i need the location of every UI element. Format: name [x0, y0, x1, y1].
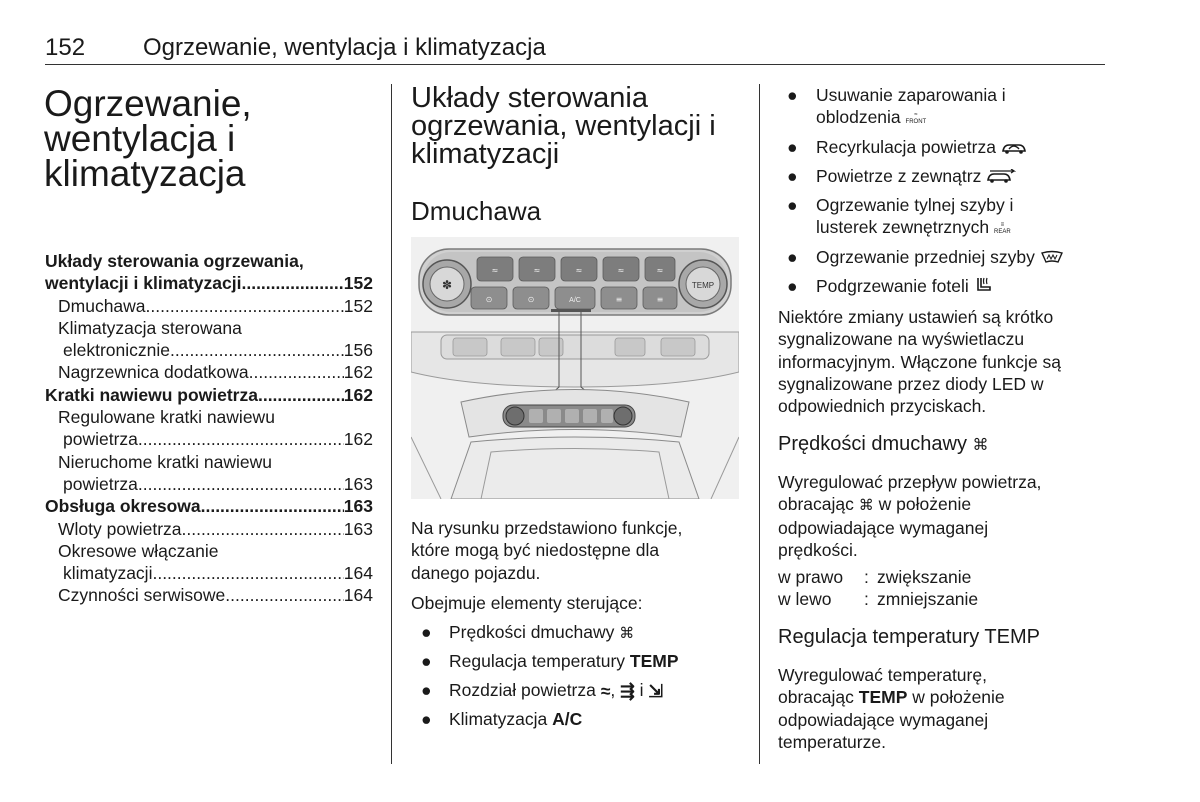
text-line: Ogrzewanie tylnej szyby i — [816, 195, 1014, 215]
text-line: Ogrzewanie przedniej szyby — [816, 247, 1035, 267]
fan-icon: ⌘ — [972, 436, 989, 454]
toc-leader — [241, 272, 343, 294]
toc-page-number: 152 — [343, 295, 373, 316]
separator: i — [639, 680, 644, 700]
section-title — [411, 84, 716, 168]
control-code: A/C — [552, 709, 583, 729]
toc-leader — [146, 295, 344, 317]
toc-entry — [45, 428, 373, 450]
action: zmniejszanie — [877, 589, 979, 610]
text-line: danego pojazdu. — [411, 562, 541, 583]
text-line: odpowiadające wymaganej — [778, 517, 989, 538]
column-divider-left — [391, 84, 392, 764]
toc-label: wentylacji i klimatyzacji — [45, 273, 242, 294]
toc-leader — [138, 428, 344, 450]
foot-vent-icon: ⇲ — [648, 680, 664, 701]
rear-defrost-icon: ≡ REAR — [994, 221, 1011, 235]
windscreen-heating-icon — [1040, 247, 1064, 269]
bullet: ● — [787, 137, 798, 157]
bullet: ● — [787, 276, 798, 296]
bullet: ● — [787, 247, 798, 267]
bullet: ● — [787, 166, 798, 186]
text-line: obracając — [778, 687, 859, 708]
toc-label: Klimatyzacja sterowana — [58, 317, 242, 338]
svg-text:✽: ✽ — [441, 278, 453, 292]
toc-page-number: 162 — [343, 384, 373, 405]
icon-caption: REAR — [994, 228, 1011, 235]
toc-leader — [201, 495, 344, 517]
control-code: TEMP — [858, 687, 908, 708]
toc-entry — [45, 406, 373, 428]
direction-row — [778, 566, 972, 588]
direction: w lewo — [778, 589, 832, 610]
list-item — [787, 246, 1064, 270]
toc-leader — [258, 384, 344, 406]
text-line: obracając — [778, 494, 854, 515]
chapter-title-line: Ogrzewanie, — [44, 83, 252, 124]
icon-caption: FRONT — [905, 118, 927, 125]
section-title-line: Układy sterowania — [411, 82, 648, 114]
action: zwiększanie — [877, 567, 972, 587]
windscreen-vent-icon: ≈ — [600, 680, 611, 701]
running-header-title: Ogrzewanie, wentylacja i klimatyzacja — [143, 34, 546, 61]
list-item — [787, 194, 1014, 239]
svg-text:≡: ≡ — [615, 295, 623, 304]
toc-label: Nagrzewnica dodatkowa — [58, 362, 249, 383]
svg-text:≈: ≈ — [533, 266, 541, 275]
toc-label: klimatyzacji — [63, 563, 153, 584]
toc-page-number: 163 — [343, 518, 373, 539]
figure-temp-label: TEMP — [691, 281, 715, 290]
bullet: ● — [421, 709, 432, 729]
toc-entry — [45, 384, 373, 406]
text-line: Wyregulować przepływ powietrza, — [778, 472, 1042, 492]
toc-leader — [138, 473, 344, 495]
text-line: informacyjnym. Włączone funkcje są — [778, 351, 1062, 372]
text-line: oblodzenia — [816, 107, 901, 128]
toc-entry — [45, 295, 373, 317]
toc-entry — [45, 495, 373, 517]
heading-fan-speeds — [778, 433, 989, 456]
controls-intro: Obejmuje elementy sterujące: — [411, 593, 643, 613]
subsection-title-dmuchawa: Dmuchawa — [411, 196, 542, 226]
text-line: odpowiednich przyciskach. — [778, 396, 987, 417]
toc-entry — [45, 473, 373, 495]
direction: w prawo — [778, 567, 844, 587]
toc-page-number: 162 — [343, 362, 373, 383]
toc-entry — [45, 562, 373, 584]
toc-entry — [45, 584, 373, 606]
toc-page-number: 156 — [343, 340, 373, 361]
figure-ac-label: A/C — [569, 297, 581, 304]
dashboard-drawing — [411, 237, 739, 499]
separator: : — [864, 567, 869, 587]
toc-entry — [45, 540, 373, 562]
outside-air-icon — [986, 166, 1016, 188]
toc-leader — [249, 361, 344, 383]
toc-page-number: 163 — [343, 473, 373, 494]
svg-text:≡: ≡ — [656, 295, 664, 304]
list-item — [787, 84, 1006, 129]
toc-page-number: 163 — [343, 496, 373, 517]
toc-page-number: 164 — [343, 585, 373, 606]
list-item — [787, 136, 1027, 160]
table-of-contents — [45, 250, 373, 607]
chapter-title-line: klimatyzacja — [44, 153, 246, 194]
toc-label: Dmuchawa — [58, 295, 146, 316]
front-defrost-icon: ≈ FRONT — [905, 111, 927, 125]
face-vent-icon: ⇶ — [620, 680, 635, 701]
toc-leader — [152, 562, 343, 584]
section-title-line: klimatyzacji — [411, 138, 560, 170]
control-code: TEMP — [629, 651, 679, 671]
toc-entry — [45, 339, 373, 361]
direction-table — [778, 566, 979, 611]
toc-label: Regulowane kratki nawiewu — [58, 407, 275, 428]
toc-label: powietrza — [63, 473, 138, 494]
text-line: sygnalizowane przez diody LED w — [778, 373, 1044, 394]
control-label: Regulacja temperatury — [449, 651, 630, 671]
direction-row — [778, 588, 979, 610]
text-line: w położenie — [878, 494, 972, 515]
text-line: Na rysunku przedstawiono funkcje, — [411, 518, 683, 538]
climate-control-illustration — [411, 237, 739, 499]
separator: , — [610, 680, 616, 700]
toc-label: Obsługa okresowa — [45, 496, 201, 517]
svg-text:⊙: ⊙ — [527, 295, 535, 304]
list-item — [421, 651, 679, 672]
toc-label: Czynności serwisowe — [58, 585, 226, 606]
toc-page-number: 164 — [343, 563, 373, 584]
toc-label: Układy sterowania ogrzewania, — [45, 251, 304, 271]
toc-leader — [225, 584, 344, 606]
toc-page-number: 152 — [343, 273, 373, 294]
text-line: odpowiadające wymaganej — [778, 709, 989, 730]
toc-label: elektronicznie — [63, 340, 170, 361]
chapter-title — [44, 83, 252, 194]
recirculation-icon — [1001, 137, 1027, 159]
text-line: Niektóre zmiany ustawień są krótko — [778, 307, 1054, 327]
toc-leader — [170, 339, 344, 361]
toc-entry — [45, 272, 373, 294]
heading-temperature: Regulacja temperatury TEMP — [778, 626, 1040, 648]
fan-icon: ⌘ — [858, 496, 874, 514]
chapter-title-line: wentylacja i — [44, 118, 236, 159]
page-number: 152 — [45, 34, 86, 61]
svg-text:≈: ≈ — [617, 266, 625, 275]
fan-paragraph — [778, 471, 1108, 561]
heading-text: Prędkości dmuchawy — [778, 433, 967, 455]
toc-entry — [45, 518, 373, 540]
bullet: ● — [421, 622, 432, 642]
toc-entry — [45, 451, 373, 473]
column-divider-right — [759, 84, 760, 764]
bullet: ● — [787, 85, 798, 105]
temp-paragraph — [778, 664, 1108, 753]
list-item — [787, 275, 992, 299]
text-line: Recyrkulacja powietrza — [816, 137, 996, 157]
led-note — [778, 306, 1108, 417]
control-label: Rozdział powietrza — [449, 680, 596, 700]
toc-entry — [45, 317, 373, 339]
toc-entry — [45, 361, 373, 383]
section-title-line: ogrzewania, wentylacji i — [411, 110, 716, 142]
bullet: ● — [421, 651, 432, 671]
text-line: lusterek zewnętrznych — [816, 217, 990, 238]
text-line: prędkości. — [778, 540, 858, 561]
control-label: Prędkości dmuchawy — [449, 622, 615, 642]
svg-text:⊙: ⊙ — [485, 295, 493, 304]
text-line: temperaturze. — [778, 731, 886, 752]
text-line: Podgrzewanie foteli — [816, 276, 969, 296]
text-line: które mogą być niedostępne dla — [411, 540, 660, 561]
toc-label: Nieruchome kratki nawiewu — [58, 451, 272, 472]
bullet: ● — [421, 680, 432, 700]
separator: : — [864, 589, 869, 610]
toc-leader — [182, 518, 344, 540]
svg-text:≈: ≈ — [491, 266, 499, 275]
text-line: sygnalizowane na wyświetlaczu — [778, 329, 1025, 350]
toc-page-number: 162 — [343, 429, 373, 450]
toc-label: Wloty powietrza — [58, 518, 182, 539]
bullet: ● — [787, 195, 798, 215]
list-item — [421, 680, 664, 702]
fan-icon: ⌘ — [619, 625, 635, 643]
text-line: Powietrze z zewnątrz — [816, 166, 982, 186]
toc-label: Okresowe włączanie — [58, 540, 219, 561]
figure-note — [411, 517, 741, 584]
list-item — [787, 165, 1016, 189]
seat-heating-icon — [974, 276, 992, 299]
svg-text:≈: ≈ — [656, 266, 664, 275]
control-label: Klimatyzacja — [449, 709, 553, 729]
list-item — [421, 622, 635, 643]
text-line: Usuwanie zaparowania i — [816, 85, 1006, 105]
header-rule — [45, 64, 1105, 65]
toc-label: powietrza — [63, 429, 138, 450]
text-line: w położenie — [907, 687, 1005, 708]
toc-label: Kratki nawiewu powietrza — [45, 384, 258, 405]
svg-text:≈: ≈ — [575, 266, 583, 275]
toc-entry — [45, 250, 373, 272]
list-item — [421, 709, 583, 730]
text-line: Wyregulować temperaturę, — [778, 665, 987, 685]
